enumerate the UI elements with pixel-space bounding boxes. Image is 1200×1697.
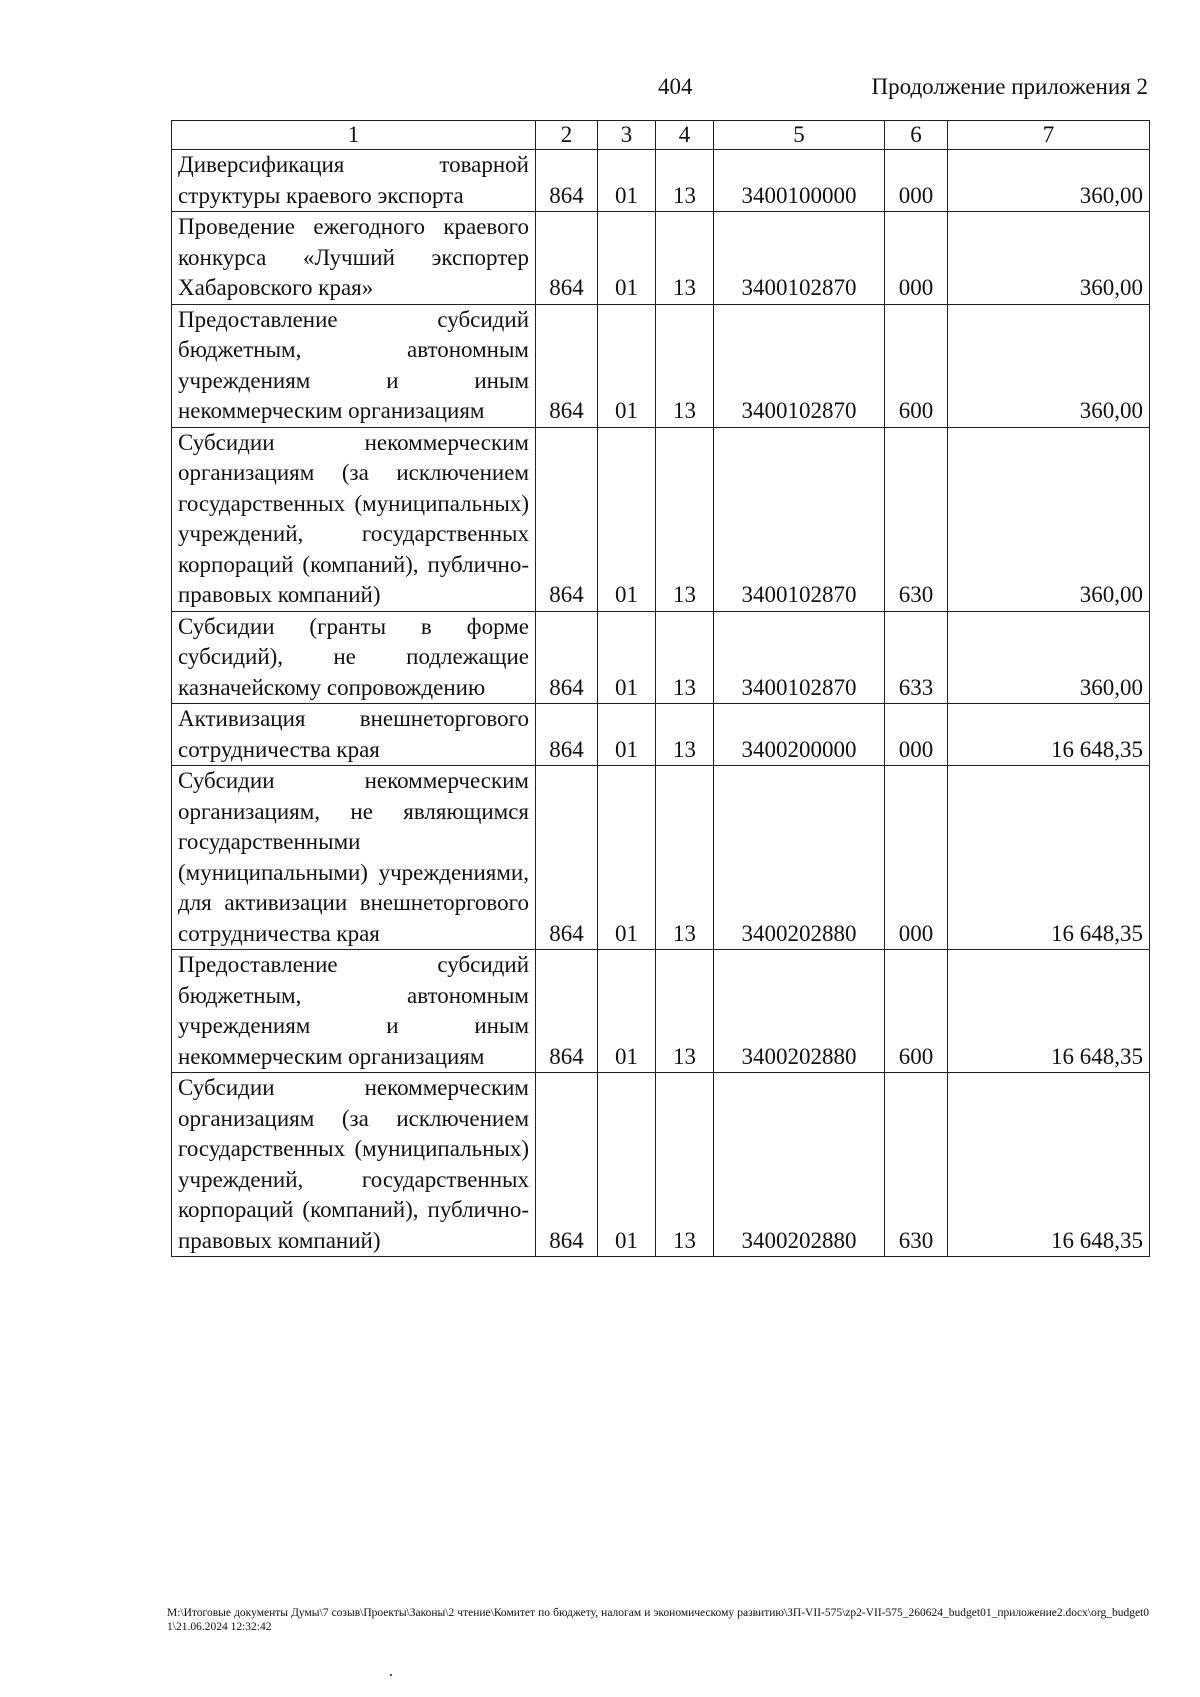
- code-cell-6: 630: [885, 427, 948, 611]
- table-row: [172, 611, 1150, 704]
- code-cell-2: 864: [536, 304, 598, 427]
- code-cell-5: 3400202880: [714, 766, 885, 950]
- amount-cell: 360,00: [948, 427, 1150, 611]
- column-header: 5: [714, 121, 885, 150]
- row-name-cell: Предоставление субсидий бюджетным, автономным учреждениям и иным некоммерческим организациям: [172, 950, 536, 1073]
- amount-cell: 16 648,35: [948, 704, 1150, 766]
- table-row: [172, 150, 1150, 212]
- code-cell-4: 13: [656, 704, 714, 766]
- code-cell-6: 630: [885, 1073, 948, 1257]
- row-name-cell: Субсидии некоммерческим организациям, не являющимся государственными (муниципальными) учреждениями, для активизации внешнеторгового сотрудничества края: [172, 766, 536, 950]
- row-name-cell: Предоставление субсидий бюджетным, автономным учреждениям и иным некоммерческим организациям: [172, 304, 536, 427]
- amount-cell: 360,00: [948, 611, 1150, 704]
- amount-cell: 16 648,35: [948, 1073, 1150, 1257]
- code-cell-3: 01: [598, 150, 656, 212]
- code-cell-4: 13: [656, 950, 714, 1073]
- code-cell-3: 01: [598, 1073, 656, 1257]
- code-cell-4: 13: [656, 766, 714, 950]
- row-name-cell: Диверсификация товарной структуры краевого экспорта: [172, 150, 536, 212]
- column-header: 6: [885, 121, 948, 150]
- column-header: 2: [536, 121, 598, 150]
- code-cell-4: 13: [656, 212, 714, 305]
- code-cell-2: 864: [536, 766, 598, 950]
- continuation-title: Продолжение приложения 2: [871, 74, 1148, 99]
- code-cell-5: 3400202880: [714, 950, 885, 1073]
- table-row: [172, 427, 1150, 611]
- code-cell-4: 13: [656, 611, 714, 704]
- page-number: 404: [658, 74, 693, 99]
- code-cell-5: 3400202880: [714, 1073, 885, 1257]
- code-cell-6: 000: [885, 150, 948, 212]
- code-cell-6: 000: [885, 766, 948, 950]
- row-name-cell: Субсидии некоммерческим организациям (за исключением государственных (муниципальных) учреждений, государственных корпораций (компаний), публично-правовых компаний): [172, 1073, 536, 1257]
- column-header: 4: [656, 121, 714, 150]
- code-cell-4: 13: [656, 427, 714, 611]
- table-row: [172, 304, 1150, 427]
- code-cell-2: 864: [536, 212, 598, 305]
- row-name-cell: Активизация внешнеторгового сотрудничества края: [172, 704, 536, 766]
- column-header: 7: [948, 121, 1150, 150]
- table-header-row: [172, 121, 1150, 150]
- code-cell-5: 3400102870: [714, 212, 885, 305]
- table-row: [172, 704, 1150, 766]
- code-cell-3: 01: [598, 611, 656, 704]
- amount-cell: 360,00: [948, 212, 1150, 305]
- table-row: [172, 950, 1150, 1073]
- code-cell-3: 01: [598, 704, 656, 766]
- amount-cell: 16 648,35: [948, 766, 1150, 950]
- code-cell-2: 864: [536, 150, 598, 212]
- amount-cell: 360,00: [948, 150, 1150, 212]
- column-header: 3: [598, 121, 656, 150]
- row-name-cell: Проведение ежегодного краевого конкурса «Лучший экспортер Хабаровского края»: [172, 212, 536, 305]
- code-cell-2: 864: [536, 704, 598, 766]
- code-cell-5: 3400102870: [714, 304, 885, 427]
- code-cell-4: 13: [656, 1073, 714, 1257]
- code-cell-3: 01: [598, 766, 656, 950]
- code-cell-3: 01: [598, 950, 656, 1073]
- code-cell-2: 864: [536, 611, 598, 704]
- row-name-cell: Субсидии некоммерческим организациям (за исключением государственных (муниципальных) учреждений, государственных корпораций (компаний), публично-правовых компаний): [172, 427, 536, 611]
- amount-cell: 360,00: [948, 304, 1150, 427]
- code-cell-2: 864: [536, 950, 598, 1073]
- budget-table: [171, 120, 1150, 1257]
- code-cell-6: 633: [885, 611, 948, 704]
- code-cell-6: 600: [885, 304, 948, 427]
- code-cell-5: 3400102870: [714, 611, 885, 704]
- code-cell-6: 000: [885, 212, 948, 305]
- code-cell-2: 864: [536, 1073, 598, 1257]
- code-cell-2: 864: [536, 427, 598, 611]
- code-cell-5: 3400100000: [714, 150, 885, 212]
- table-row: [172, 212, 1150, 305]
- code-cell-3: 01: [598, 212, 656, 305]
- code-cell-4: 13: [656, 150, 714, 212]
- code-cell-5: 3400102870: [714, 427, 885, 611]
- code-cell-6: 600: [885, 950, 948, 1073]
- code-cell-3: 01: [598, 427, 656, 611]
- code-cell-4: 13: [656, 304, 714, 427]
- document-path-footer: M:\Итоговые документы Думы\7 созыв\Проекты\Законы\2 чтение\Комитет по бюджету, налогам и экономическому развитию\ЗП-VII-575\zp2-VII-575_260624_budget01_приложение2.docx\org_budget01\21.06.2024 12:32:42: [167, 1607, 1149, 1633]
- code-cell-6: 000: [885, 704, 948, 766]
- table-row: [172, 766, 1150, 950]
- scan-speck: [390, 1674, 392, 1676]
- code-cell-3: 01: [598, 304, 656, 427]
- row-name-cell: Субсидии (гранты в форме субсидий), не подлежащие казначейскому сопровождению: [172, 611, 536, 704]
- table-row: [172, 1073, 1150, 1257]
- amount-cell: 16 648,35: [948, 950, 1150, 1073]
- column-header: 1: [172, 121, 536, 150]
- code-cell-5: 3400200000: [714, 704, 885, 766]
